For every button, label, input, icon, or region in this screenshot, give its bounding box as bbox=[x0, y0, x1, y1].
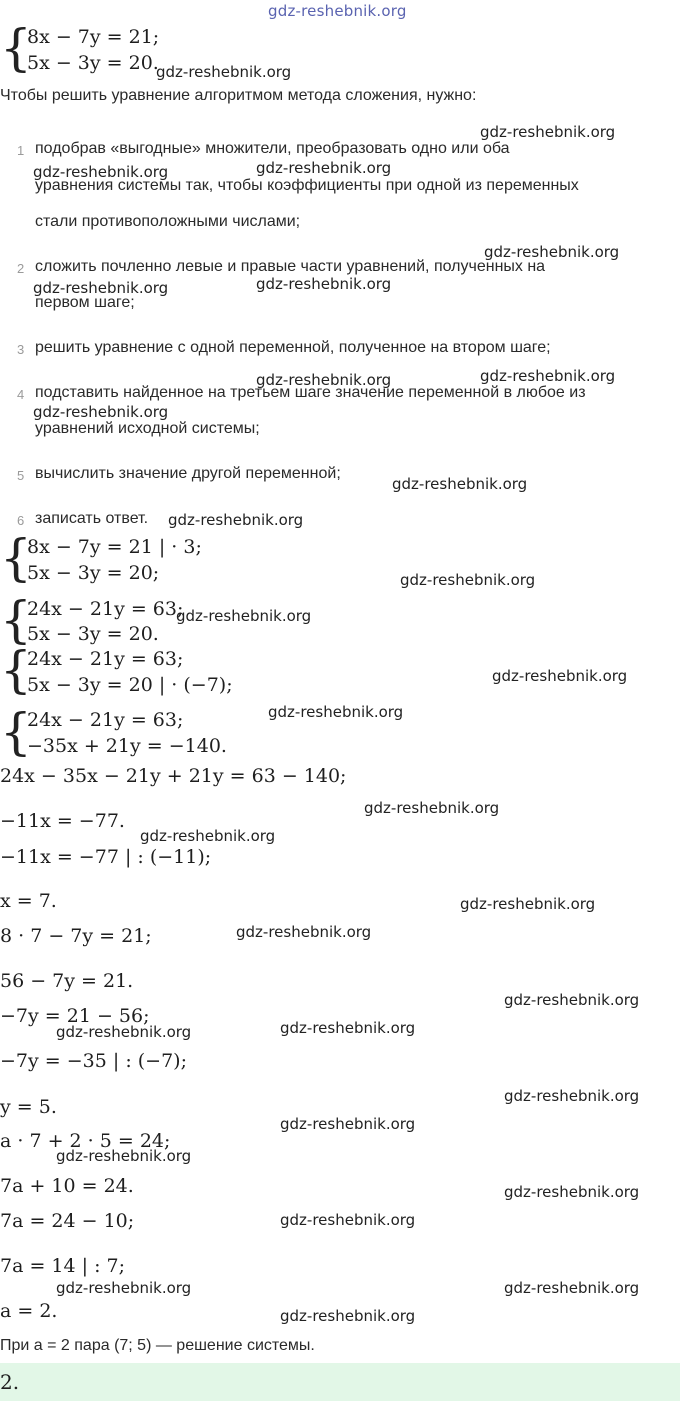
watermark: gdz-reshebnik.org bbox=[176, 607, 312, 625]
watermark: gdz-reshebnik.org bbox=[56, 1279, 192, 1297]
watermark: gdz-reshebnik.org bbox=[33, 163, 169, 181]
step-number: 4 bbox=[17, 387, 25, 402]
system-brace: { bbox=[0, 19, 32, 77]
step-text: подставить найденное на третьем шаге значение переменной в любое из bbox=[35, 384, 586, 401]
system2-eq2: 5x − 3y = 20; bbox=[27, 562, 160, 584]
watermark: gdz-reshebnik.org bbox=[236, 923, 372, 941]
equation: 24x − 35x − 21y + 21y = 63 − 140; bbox=[0, 765, 347, 787]
watermark: gdz-reshebnik.org bbox=[480, 123, 616, 141]
watermark-top: gdz-reshebnik.org bbox=[268, 2, 407, 20]
watermark: gdz-reshebnik.org bbox=[56, 1023, 192, 1041]
watermark: gdz-reshebnik.org bbox=[504, 1279, 640, 1297]
watermark: gdz-reshebnik.org bbox=[140, 827, 276, 845]
step-number: 6 bbox=[17, 513, 25, 528]
step-text: подобрав «выгодные» множители, преобразовать одно или оба bbox=[35, 140, 510, 157]
equation: x = 7. bbox=[0, 890, 57, 912]
step-text: вычислить значение другой переменной; bbox=[35, 465, 341, 482]
watermark: gdz-reshebnik.org bbox=[168, 511, 304, 529]
system-brace: { bbox=[0, 641, 32, 699]
watermark: gdz-reshebnik.org bbox=[256, 275, 392, 293]
equation: a = 2. bbox=[0, 1300, 58, 1322]
system-brace: { bbox=[0, 529, 32, 587]
equation: 8 · 7 − 7y = 21; bbox=[0, 925, 152, 947]
conclusion-text: При a = 2 пара (7; 5) — решение системы. bbox=[0, 1337, 315, 1354]
equation: −11x = −77 | : (−11); bbox=[0, 846, 212, 868]
system4-eq1: 24x − 21y = 63; bbox=[27, 648, 184, 670]
watermark: gdz-reshebnik.org bbox=[56, 1147, 192, 1165]
watermark: gdz-reshebnik.org bbox=[504, 1183, 640, 1201]
watermark: gdz-reshebnik.org bbox=[256, 371, 392, 389]
next-answer-label: 2. bbox=[0, 1370, 20, 1394]
step-number: 3 bbox=[17, 342, 25, 357]
watermark: gdz-reshebnik.org bbox=[364, 799, 500, 817]
step-text: первом шаге; bbox=[35, 294, 135, 311]
watermark: gdz-reshebnik.org bbox=[33, 279, 169, 297]
system3-eq1: 24x − 21y = 63; bbox=[27, 598, 184, 620]
system4-eq2: 5x − 3y = 20 | · (−7); bbox=[27, 674, 233, 696]
watermark: gdz-reshebnik.org bbox=[280, 1307, 416, 1325]
equation: −7y = −35 | : (−7); bbox=[0, 1050, 187, 1072]
watermark: gdz-reshebnik.org bbox=[280, 1211, 416, 1229]
system5-eq2: −35x + 21y = −140. bbox=[27, 735, 227, 757]
system1-eq1: 8x − 7y = 21; bbox=[27, 26, 160, 48]
next-answer-bar[interactable] bbox=[0, 1363, 680, 1401]
watermark: gdz-reshebnik.org bbox=[256, 159, 392, 177]
system2-eq1: 8x − 7y = 21 | · 3; bbox=[27, 536, 202, 558]
system1-eq2: 5x − 3y = 20. bbox=[27, 52, 159, 74]
equation: a · 7 + 2 · 5 = 24; bbox=[0, 1130, 171, 1152]
system5-eq1: 24x − 21y = 63; bbox=[27, 709, 184, 731]
watermark: gdz-reshebnik.org bbox=[33, 403, 169, 421]
watermark: gdz-reshebnik.org bbox=[504, 991, 640, 1009]
watermark: gdz-reshebnik.org bbox=[480, 367, 616, 385]
equation: −11x = −77. bbox=[0, 810, 125, 832]
equation: y = 5. bbox=[0, 1096, 57, 1118]
step-number: 2 bbox=[17, 261, 25, 276]
watermark: gdz-reshebnik.org bbox=[492, 667, 628, 685]
step-text: решить уравнение с одной переменной, полученное на втором шаге; bbox=[35, 339, 551, 356]
step-text: уравнений исходной системы; bbox=[35, 420, 260, 437]
watermark: gdz-reshebnik.org bbox=[156, 63, 292, 81]
equation: 7a = 24 − 10; bbox=[0, 1210, 135, 1232]
step-text: записать ответ. bbox=[35, 510, 149, 527]
system-brace: { bbox=[0, 591, 32, 649]
equation: 7a = 14 | : 7; bbox=[0, 1255, 126, 1277]
watermark: gdz-reshebnik.org bbox=[392, 475, 528, 493]
watermark: gdz-reshebnik.org bbox=[460, 895, 596, 913]
watermark: gdz-reshebnik.org bbox=[484, 243, 620, 261]
equation: 7a + 10 = 24. bbox=[0, 1175, 134, 1197]
watermark: gdz-reshebnik.org bbox=[504, 1087, 640, 1105]
step-number: 1 bbox=[17, 143, 25, 158]
watermark: gdz-reshebnik.org bbox=[400, 571, 536, 589]
step-text: уравнения системы так, чтобы коэффициенты при одной из переменных bbox=[35, 177, 579, 194]
watermark: gdz-reshebnik.org bbox=[280, 1115, 416, 1133]
intro-text: Чтобы решить уравнение алгоритмом метода сложения, нужно: bbox=[0, 87, 477, 104]
equation: −7y = 21 − 56; bbox=[0, 1005, 150, 1027]
watermark: gdz-reshebnik.org bbox=[268, 703, 404, 721]
step-number: 5 bbox=[17, 468, 25, 483]
watermark: gdz-reshebnik.org bbox=[280, 1019, 416, 1037]
system3-eq2: 5x − 3y = 20. bbox=[27, 623, 159, 645]
system-brace: { bbox=[0, 703, 32, 761]
step-text: стали противоположными числами; bbox=[35, 213, 301, 230]
equation: 56 − 7y = 21. bbox=[0, 970, 134, 992]
step-text: сложить почленно левые и правые части уравнений, полученных на bbox=[35, 258, 546, 275]
